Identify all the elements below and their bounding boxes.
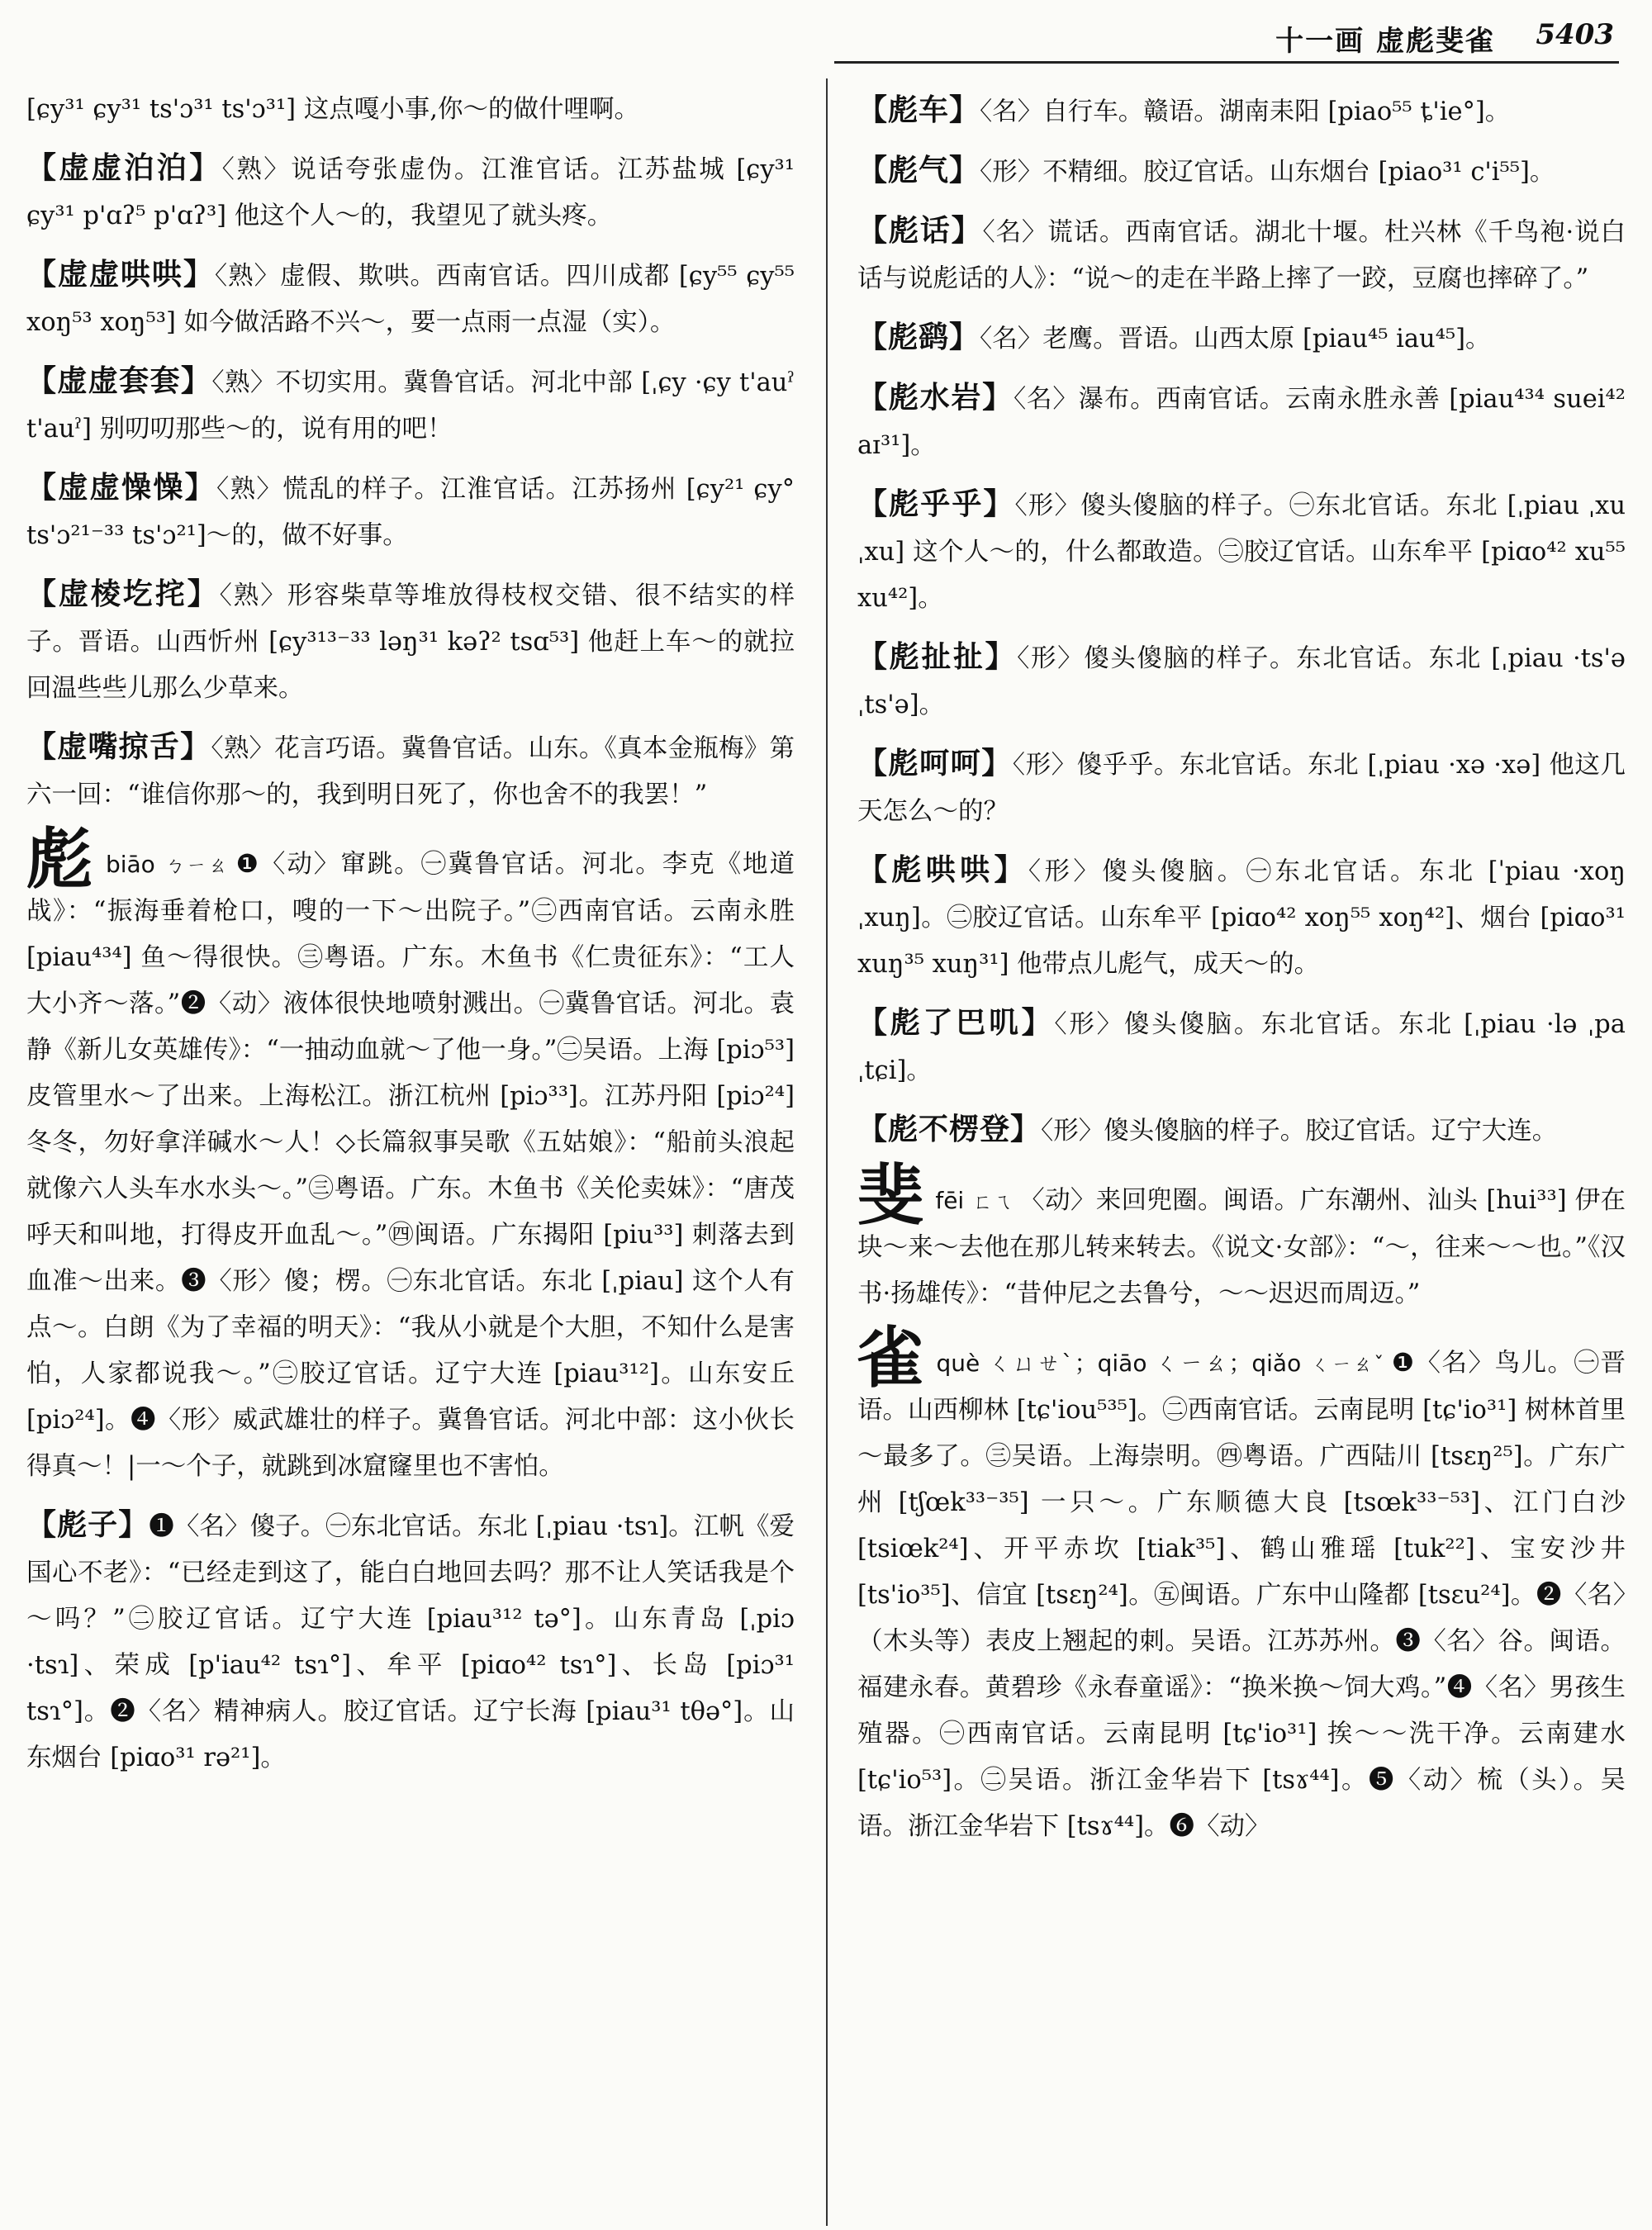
entry-headword: 【彪鹞】 <box>857 320 980 354</box>
entry-definition: 〈熟〉花言巧语。冀鲁官话。山东。《真本金瓶梅》第六一回：“谁信你那～的，我到明日死了，你也舍不的我罢！” <box>26 734 795 809</box>
zhuyin: ㄈㄟ <box>972 1190 1014 1213</box>
entry-definition: 〈熟〉说话夸张虚伪。江淮官话。江苏盐城 [ɕy³¹ ɕy³¹ p'ɑʔ⁵ p'ɑʔ³] 他这个人～的，我望见了就头疼。 <box>26 155 795 230</box>
entry-definition: 〈形〉傻乎乎。东北官话。东北 [ˌpiau ·xə ·xə] 他这几天怎么～的？ <box>857 751 1626 826</box>
entry-headword: 【彪气】 <box>857 153 980 187</box>
entry-definition: 〈熟〉虚假、欺哄。西南官话。四川成都 [ɕy⁵⁵ ɕy⁵⁵ xoŋ⁵³ xoŋ⁵³] 如今做活路不兴～，要一点雨一点湿（实）。 <box>26 262 795 337</box>
entry-headword: 【彪扯扯】 <box>857 639 1018 674</box>
entry-headword: 【虚虚哄哄】 <box>26 257 215 292</box>
entry-headword: 【虚虚懆懆】 <box>26 470 216 505</box>
zhuyin: ㄅㄧㄠ <box>163 854 230 877</box>
entry-definition: 〈形〉傻头傻脑的样子。胶辽官话。辽宁大连。 <box>1041 1117 1558 1146</box>
zhuyin: ㄑㄧㄠˇ <box>1309 1353 1385 1376</box>
entry <box>857 374 1626 469</box>
entry-headword: 【彪了巴叽】 <box>857 1005 1055 1040</box>
head-character: 彪 <box>26 820 94 898</box>
entry-definition: 〈形〉傻头傻脑。东北官话。东北 [ˌpiau ·lə ˌpa ˌtɕi]。 <box>857 1010 1626 1085</box>
continuation-text: [ɕy³¹ ɕy³¹ ts'ɔ³¹ ts'ɔ³¹] 这点嘎小事,你～的做什哩啊。 <box>26 95 639 124</box>
entry <box>857 481 1626 622</box>
entry <box>26 464 795 559</box>
page-header <box>0 0 1652 66</box>
entry-definition: 〈熟〉形容柴草等堆放得枝杈交错、很不结实的样子。晋语。山西忻州 [ɕy³¹³⁻³³ ləŋ³¹ kəʔ² tsɑ⁵³] 他赶上车～的就拉回温些些儿那么少草来。 <box>26 581 795 703</box>
pinyin: biāo <box>105 851 155 878</box>
entry <box>857 633 1626 728</box>
entry-headword: 【虚虚套套】 <box>26 363 212 398</box>
head-character: 斐 <box>857 1156 924 1234</box>
entry-headword: 【彪不楞登】 <box>857 1112 1042 1146</box>
entry <box>857 147 1626 196</box>
entry-definition: 〈熟〉慌乱的样子。江淮官话。江苏扬州 [ɕy²¹ ɕy° ts'ɔ²¹⁻³³ ts'ɔ²¹]～的，做不好事。 <box>26 475 795 550</box>
entry-definition: 〈名〉瀑布。西南官话。云南永胜永善 [piau⁴³⁴ suei⁴² aɪ³¹]。 <box>857 385 1626 460</box>
entry-headword: 【彪呵呵】 <box>857 746 1013 780</box>
entry-headword: 【虚棱圪挓】 <box>26 576 220 611</box>
entry <box>857 999 1626 1094</box>
entry-headword: 【彪子】 <box>26 1507 150 1542</box>
char-entry-fei <box>857 1156 1626 1317</box>
entry <box>857 1106 1626 1155</box>
entry-definition: 〈名〉老鹰。晋语。山西太原 [piau⁴⁵ iau⁴⁵]。 <box>980 325 1491 353</box>
entry <box>857 740 1626 835</box>
entry <box>26 251 795 346</box>
page-number: 5403 <box>1536 18 1614 51</box>
head-character: 雀 <box>857 1319 925 1397</box>
entry-definition: 〈形〉傻头傻脑的样子。东北官话。东北 [ˌpiau ·ts'ə ˌts'ə]。 <box>857 644 1626 719</box>
entry-headword: 【彪哄哄】 <box>857 852 1028 887</box>
header-title: 十一画 虚彪斐雀 <box>1275 25 1495 58</box>
entry-definition: ❶〈动〉窜跳。㊀冀鲁官话。河北。李克《地道战》：“振海垂着枪口，嗖的一下～出院子。”㊁西南官话。云南永胜 [piau⁴³⁴] 鱼～得很快。㊂粤语。广东。木鱼书《仁贵征东》：“工人大小齐～落。”❷〈动〉液体很快地喷射溅出。㊀冀鲁官话。河北。袁静《新儿女英雄传》：“一抽动血就～了他一身。”㊁吴语。上海 [piɔ⁵³] 皮管里水～了出来。上海松江。浙江杭州 [piɔ³³]。江苏丹阳 [piɔ²⁴] 冬冬，勿好拿洋碱水～人！◇长篇叙事吴歌《五姑娘》：“船前头浪起就像六人头车水水头～。”㊂粤语。广东。木鱼书《关伦卖妹》：“唐茂呼天和叫地，打得皮开血乱～。”㊃闽语。广东揭阳 [piu³³] 刺落去到血准～出来。❸〈形〉傻；楞。㊀东北官话。东北 [ˌpiau] 这个人有点～。白朗《为了幸福的明天》：“我从小就是个大胆，不知什么是害怕，人家都说我～。”㊁胶辽官话。辽宁大连 [piau³¹²]。山东安丘 [piɔ²⁴]。❹〈形〉威武雄壮的样子。冀鲁官话。河北中部：这小伙长得真～！|一～个子，就跳到冰窟窿里也不害怕。 <box>26 850 795 1481</box>
char-entry-biao <box>26 820 795 1490</box>
entry <box>857 847 1626 988</box>
right-column <box>857 87 1626 2218</box>
entry <box>857 314 1626 363</box>
entry-headword: 【彪车】 <box>857 93 980 127</box>
entry-definition: 〈形〉不精细。胶辽官话。山东烟台 [piao³¹ c'i⁵⁵]。 <box>980 158 1555 187</box>
entry <box>26 358 795 453</box>
entry-headword: 【彪水岩】 <box>857 380 1014 415</box>
entry-definition: 〈名〉谎话。西南官话。湖北十堰。杜兴林《千鸟袍·说白话与说彪话的人》：“说～的走在半路上摔了一跤，豆腐也摔碎了。” <box>857 218 1626 293</box>
char-entry-que <box>857 1319 1626 1850</box>
entry-definition: 〈形〉傻头傻脑。㊀东北官话。东北 [ˈpiau ·xoŋ ˌxuŋ]。㊁胶辽官话。山东牟平 [piɑo⁴² xoŋ⁵⁵ xoŋ⁴²]、烟台 [piɑo³¹ xuŋ³⁵ xuŋ³¹] 他带点儿彪气，成天～的。 <box>857 857 1626 979</box>
entry-definition: 〈形〉傻头傻脑的样子。㊀东北官话。东北 [ˌpiau ˌxu ˌxu] 这个人～的，什么都敢造。㊁胶辽官话。山东牟平 [piɑo⁴² xu⁵⁵ xu⁴²]。 <box>857 491 1626 613</box>
column-divider <box>826 78 828 2226</box>
entry-headword: 【彪乎乎】 <box>857 486 1015 521</box>
entry <box>26 571 795 712</box>
entry-definition: 〈动〉来回兜圈。闽语。广东潮州、汕头 [hui³³] 伊在块～来～去他在那儿转来转去。《说文·女部》：“～，往来～～也。”《汉书·扬雄传》：“昔仲尼之去鲁兮，～～迟迟而周迈。” <box>857 1186 1626 1308</box>
entry-definition: 〈名〉自行车。赣语。湖南耒阳 [piao⁵⁵ ȶ'ie°]。 <box>980 97 1511 126</box>
entry-headword: 【彪话】 <box>857 213 983 248</box>
header-rule <box>834 61 1619 64</box>
entry <box>26 1502 795 1782</box>
entry <box>857 207 1626 302</box>
entry-definition: ❶〈名〉傻子。㊀东北官话。东北 [ˌpiau ·tsɿ]。江帆《爱国心不老》：“已经走到这了，能白白地回去吗？那不让人笑话我是个～吗？”㊁胶辽官话。辽宁大连 [piau³¹² tə°]。山东青岛 [ˌpiɔ ·tsɿ]、荣成 [p'iau⁴² tsɿ°]、牟平 [piɑo⁴² tsɿ°]、长岛 [piɔ³¹ tsɿ°]。❷〈名〉精神病人。胶辽官话。辽宁长海 [piau³¹ tθə°]。山东烟台 [piɑo³¹ rə²¹]。 <box>26 1512 795 1772</box>
entry <box>857 87 1626 135</box>
entry-definition: 〈熟〉不切实用。冀鲁官话。河北中部 [ˌɕy ·ɕy t'auˀ t'auˀ] 别叨叨那些～的，说有用的吧！ <box>26 368 795 444</box>
entry-headword: 【虚虚泊泊】 <box>26 150 222 185</box>
pinyin: què ㄑㄩㄝˋ；qiāo ㄑㄧㄠ；qiǎo <box>936 1350 1302 1377</box>
left-column <box>26 87 795 2218</box>
entry-headword: 【虚嘴掠舌】 <box>26 729 211 764</box>
entry <box>26 724 795 818</box>
entry-definition: ❶〈名〉鸟儿。㊀晋语。山西柳林 [tɕ'iou⁵³⁵]。㊁西南官话。云南昆明 [tɕ'io³¹] 树林首里～最多了。㊂吴语。上海崇明。㊃粤语。广西陆川 [tsɛŋ²⁵]。广东广州 [tʃœk³³⁻³⁵] 一只～。广东顺德大良 [tsœk³³⁻⁵³]、江门白沙 [tsiœk²⁴]、开平赤坎 [tiak³⁵]、鹤山雅瑶 [tuk²²]、宝安沙井 [ts'io³⁵]、信宜 [tsɛŋ²⁴]。㊄闽语。广东中山隆都 [tsɛu²⁴]。❷〈名〉（木头等）表皮上翘起的刺。吴语。江苏苏州。❸〈名〉谷。闽语。福建永春。黄碧珍《永春童谣》：“换米换～饲大鸡。”❹〈名〉男孩生殖器。㊀西南官话。云南昆明 [tɕ'io³¹] 挨～～洗干净。云南建水 [tɕ'io⁵³]。㊁吴语。浙江金华岩下 [tsɤ⁴⁴]。❺〈动〉梳（头）。吴语。浙江金华岩下 [tsɤ⁴⁴]。❻〈动〉 <box>857 1349 1626 1841</box>
entry <box>26 145 795 240</box>
pinyin: fēi <box>935 1187 965 1214</box>
